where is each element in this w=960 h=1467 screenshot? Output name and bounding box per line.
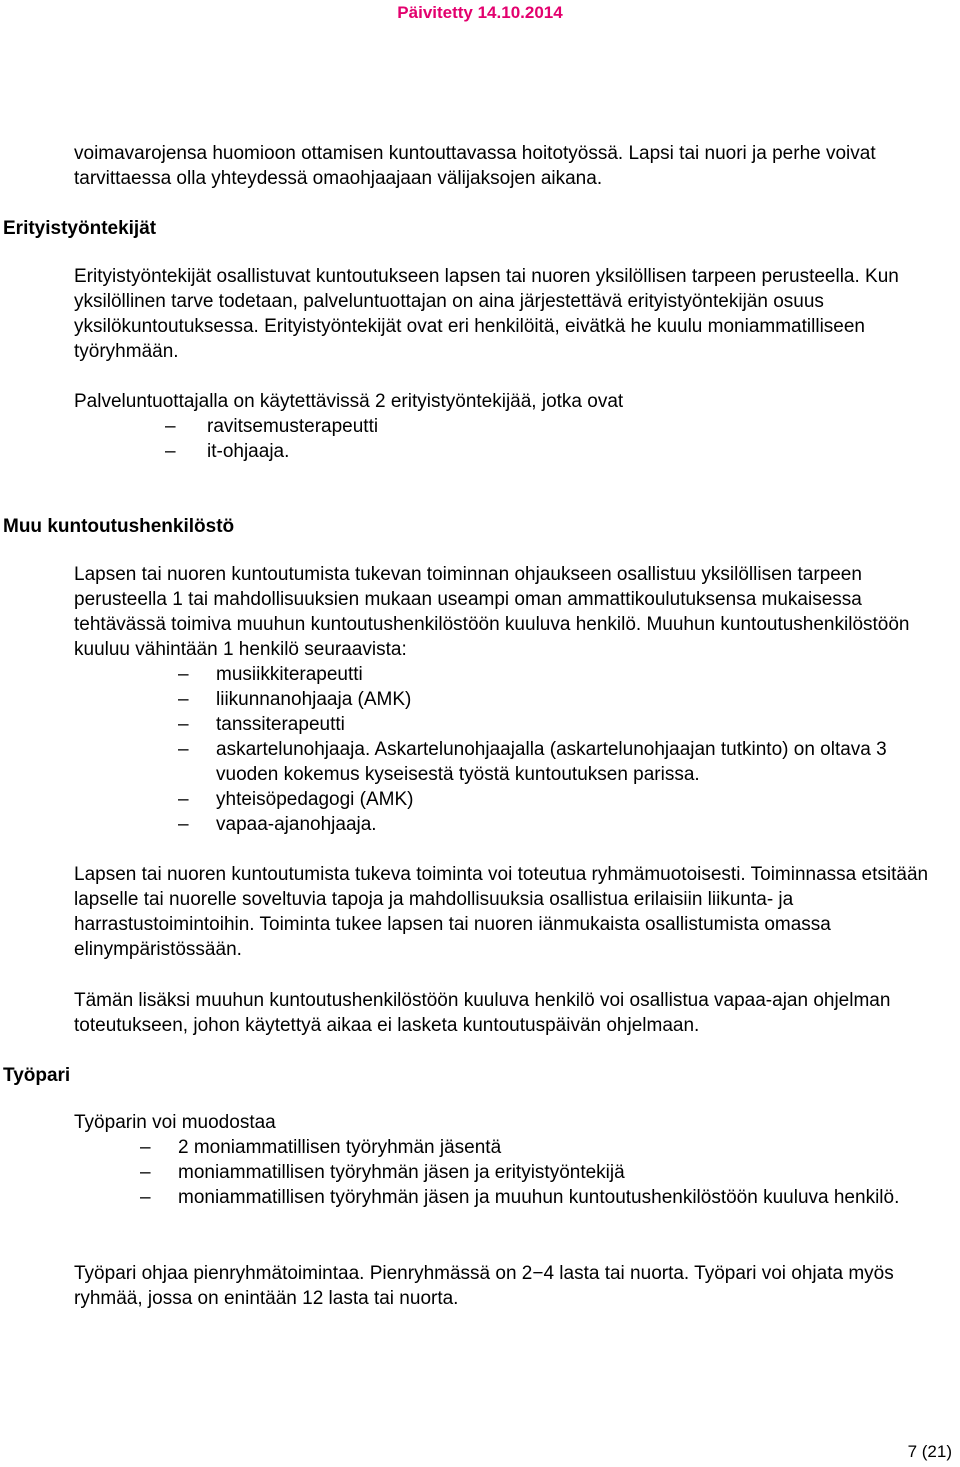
section-heading-specialists: Erityistyöntekijät xyxy=(3,218,157,239)
other-staff-paragraph-2: Lapsen tai nuoren kuntoutumista tukeva toiminta voi toteutua ryhmämuotoisesti. Toiminnassa etsitään lapselle tai nuorelle soveltuvia tapoja ja mahdollisuuksia osallistua erilaisiin liikunta- ja harrastustoimintoihin. Toiminta tukee lapsen tai nuoren iänmukaista osallistumista omassa elinympäristössään. xyxy=(74,864,929,960)
section-heading-other-staff: Muu kuntoutushenkilöstö xyxy=(3,516,235,537)
list-item: – ravitsemusterapeutti xyxy=(165,416,379,437)
specialists-paragraph-2: Palveluntuottajalla on käytettävissä 2 erityistyöntekijää, jotka ovat xyxy=(74,391,624,412)
list-item: – askartelunohjaaja. Askartelunohjaajalla (askartelunohjaajan tutkinto) on oltava 3 vuoden kokemus kyseisestä työstä kuntoutuksen parissa. xyxy=(178,739,887,785)
list-item: – yhteisöpedagogi (AMK) xyxy=(178,789,414,810)
updated-date: Päivitetty 14.10.2014 xyxy=(397,3,563,22)
other-staff-paragraph-3: Tämän lisäksi muuhun kuntoutushenkilöstöön kuuluva henkilö voi osallistua vapaa-ajan ohjelman toteutukseen, johon käytettyä aikaa ei lasketa kuntoutuspäivän ohjelmaan. xyxy=(74,990,891,1036)
specialists-list xyxy=(165,414,945,464)
list-item: – moniammatillisen työryhmän jäsen ja muuhun kuntoutushenkilöstöön kuuluva henkilö. xyxy=(140,1187,900,1208)
other-staff-list xyxy=(178,662,918,837)
section-heading-work-pair: Työpari xyxy=(3,1065,71,1086)
list-item: – liikunnanohjaaja (AMK) xyxy=(178,689,412,710)
list-item: – moniammatillisen työryhmän jäsen ja erityistyöntekijä xyxy=(140,1162,625,1183)
list-item: – 2 moniammatillisen työryhmän jäsentä xyxy=(140,1137,502,1158)
work-pair-list xyxy=(140,1135,930,1210)
other-staff-paragraph-1: Lapsen tai nuoren kuntoutumista tukevan toiminnan ohjaukseen osallistuu yksilöllisen tarpeen perusteella 1 tai mahdollisuuksien mukaan useampi oman ammattikoulutuksensa mukaisessa tehtävässä toimiva muuhun kuntoutushenkilöstöön kuuluva henkilö. Muuhun kuntoutushenkilöstöön kuuluu vähintään 1 henkilö seuraavista: xyxy=(74,564,910,660)
specialists-paragraph-1: Erityistyöntekijät osallistuvat kuntoutukseen lapsen tai nuoren yksilöllisen tarpeen perusteella. Kun yksilöllinen tarve todetaan, palveluntuottajan on aina järjestettävä erityistyöntekijän osuus yksilökuntoutuksessa. Erityistyöntekijät ovat eri henkilöitä, eivätkä he kuulu moniammatilliseen työryhmään. xyxy=(74,266,899,362)
list-item: – tanssiterapeutti xyxy=(178,714,345,735)
work-pair-paragraph-1: Työparin voi muodostaa xyxy=(74,1112,276,1133)
list-item: – musiikkiterapeutti xyxy=(178,664,363,685)
intro-continuation: voimavarojensa huomioon ottamisen kuntouttavassa hoitotyössä. Lapsi tai nuori ja perhe voivat tarvittaessa olla yhteydessä omaohjaajaan välijaksojen aikana. xyxy=(74,143,876,189)
list-item: – vapaa-ajanohjaaja. xyxy=(178,814,377,835)
work-pair-paragraph-2: Työpari ohjaa pienryhmätoimintaa. Pienryhmässä on 2−4 lasta tai nuorta. Työpari voi ohjata myös ryhmää, jossa on enintään 12 lasta tai nuorta. xyxy=(74,1263,894,1309)
page-number: 7 (21) xyxy=(907,1442,952,1461)
list-item: – it-ohjaaja. xyxy=(165,441,290,462)
